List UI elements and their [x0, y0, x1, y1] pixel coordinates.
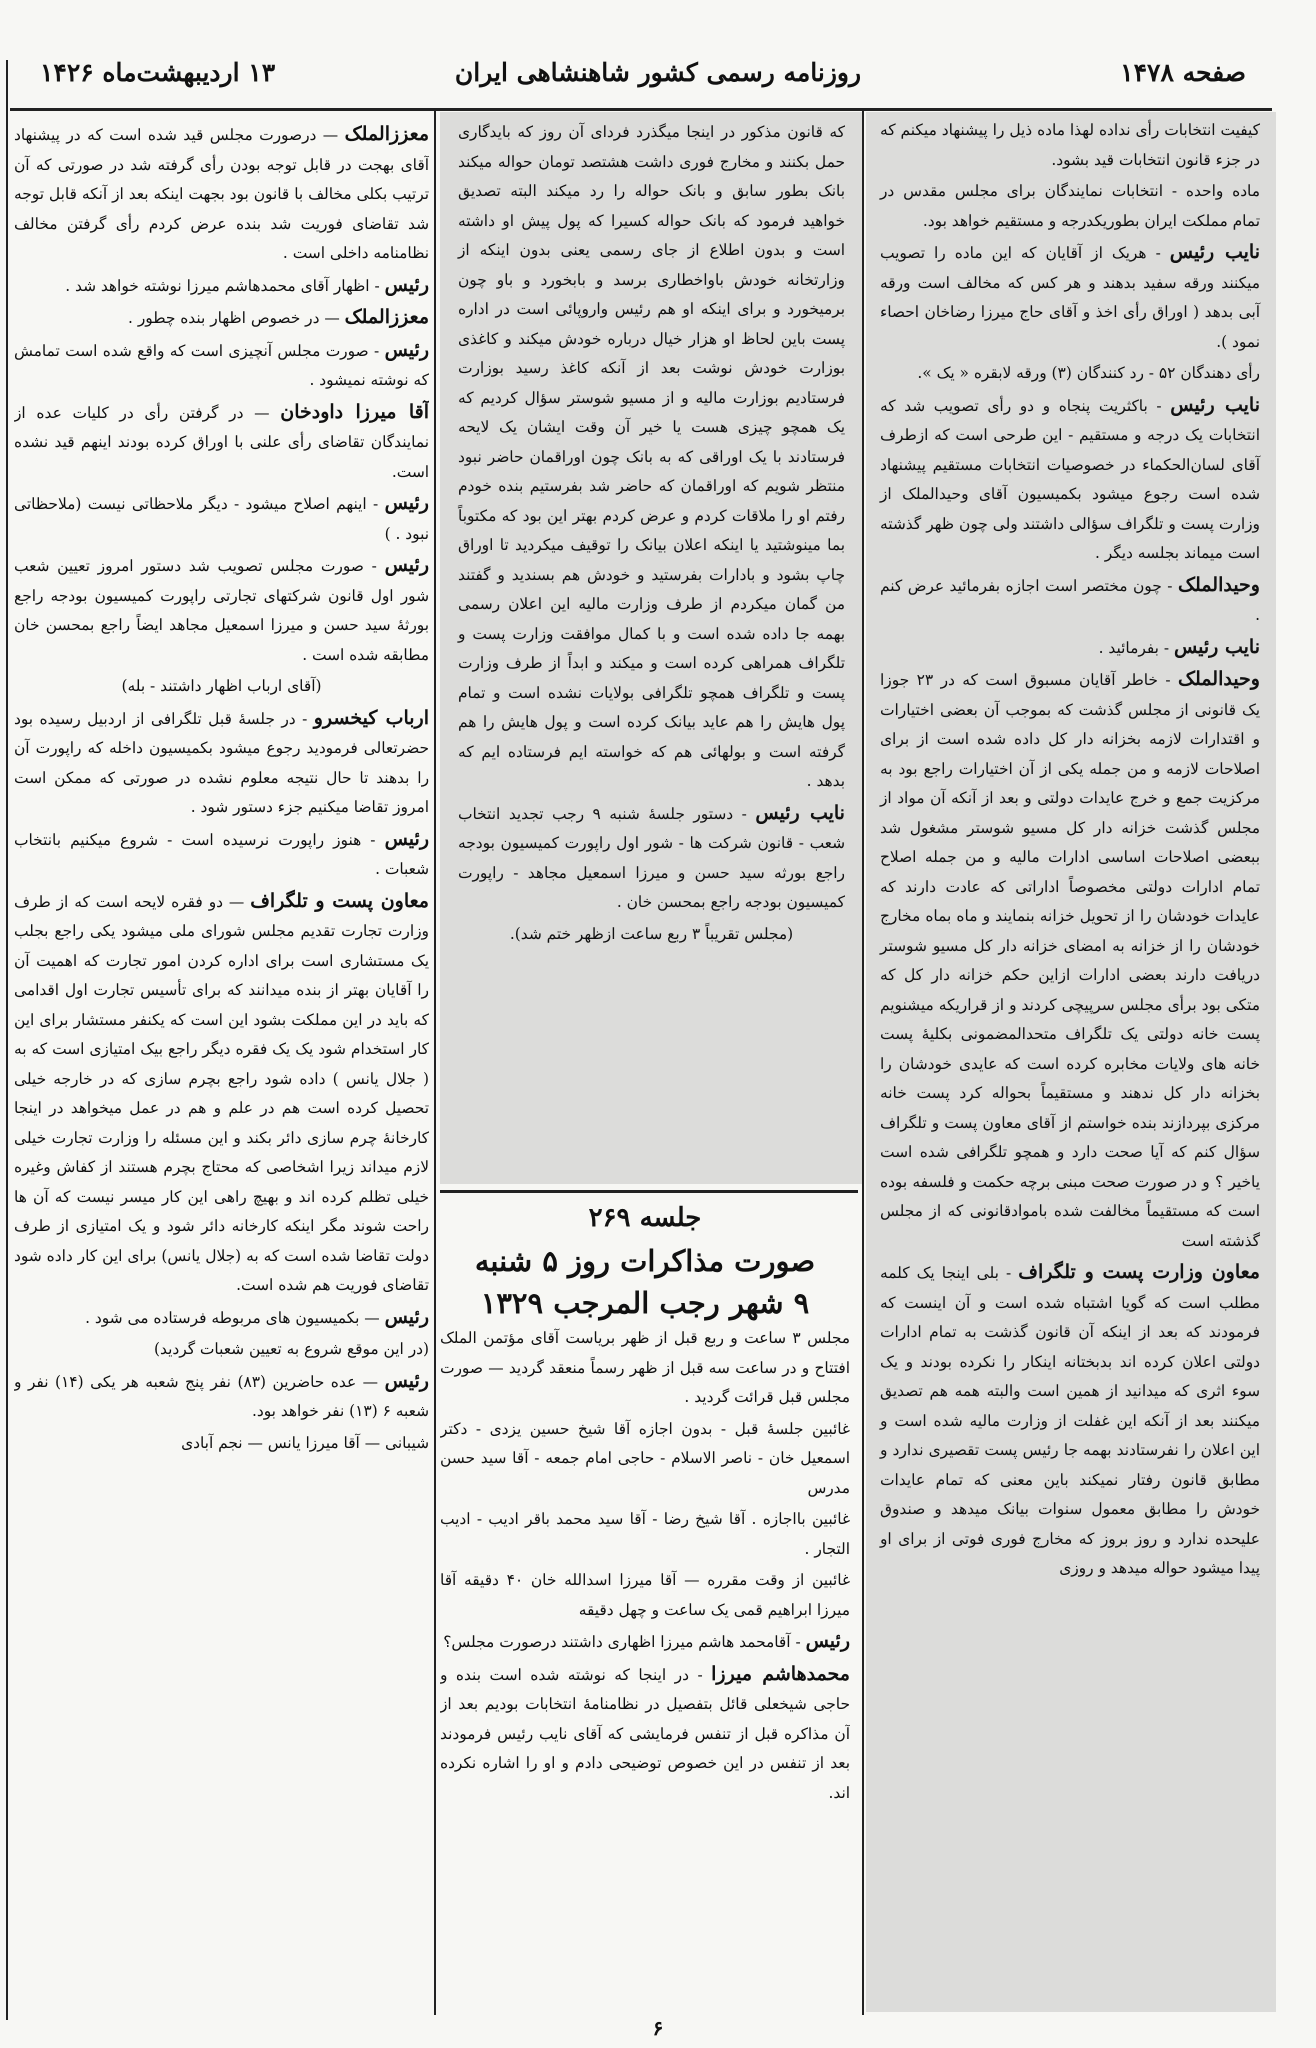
- header-rule: [10, 108, 1272, 111]
- session-date: ۹ شهر رجب المرجب ۱۳۲۹: [480, 1286, 810, 1320]
- paragraph: رأی دهندگان ۵۲ - رد کنندگان (۳) ورقه لابقره « یک ».: [917, 364, 1260, 382]
- paragraph: [440, 1627, 850, 1658]
- speech-text: - آقامحمد هاشم میرزا اظهاری داشتند درصورت مجلس؟: [443, 1633, 801, 1651]
- column-divider-left: [434, 110, 436, 2015]
- speech-text: — در خصوص اظهار بنده چطور .: [128, 309, 340, 327]
- paragraph: [880, 238, 1260, 357]
- paragraph: غائبین جلسهٔ قبل - بدون اجازه آقا شیخ حسین یزدی - دکتر اسمعیل خان - ناصر الاسلام - حاجی امام جمعه - آقا سید حسن مدرس: [440, 1419, 850, 1497]
- speaker-name: رئیس: [384, 1369, 429, 1392]
- speech-text: - دستور جلسهٔ شنبه ۹ رجب تجدید انتخاب شعب - قانون شرکت ها - شور اول راپورت کمیسیون بودجه راجع بورثه سید حسن و میرزا اسمعیل مجاهد - راپورت کمیسیون بودجه راجع بمحسن خان .: [458, 804, 845, 911]
- paragraph: [880, 571, 1260, 631]
- page-number: ۶: [652, 2016, 664, 2040]
- paragraph: [14, 825, 429, 885]
- speaker-name: معاون پست و تلگراف: [250, 889, 429, 912]
- header-date: ۱۳ اردیبهشت‌ماه ۱۴۲۶: [40, 58, 276, 87]
- header-page-number: صفحه ۱۴۷۸: [1120, 58, 1246, 87]
- speech-text: - هریک از آقایان که این ماده را تصویب میکنند ورقه سفید بدهند و هر کس که مخالف است ورقه آبی بدهد ( اوراق رأی اخذ و آقای حاج میرزا رضاخان احصاء نمود ).: [880, 244, 1260, 351]
- speech-text: — در گرفتن رأی در کلیات عده از نمایندگان تقاضای رأی علنی با اوراق کرده بودند اینهم قید نشده است.: [14, 403, 429, 481]
- paragraph: [880, 633, 1260, 664]
- speaker-name: رئیس: [384, 273, 429, 296]
- paragraph: [14, 1303, 429, 1334]
- speaker-name: معززالملک: [344, 306, 429, 328]
- speech-text: - در اینجا که نوشته شده است بنده و حاجی شیخعلی قائل بتفصیل در نظامنامهٔ انتخابات بودیم بعد از آن مذاکره قبل از تنفس فرمایشی که آقای نایب رئیس فرمودند بعد از تنفس در این خصوص توضیحی دادم و او را اشاره نکرده اند.: [440, 1665, 850, 1802]
- column-divider-right: [862, 110, 864, 2015]
- page-edge-left: [6, 60, 8, 2020]
- speaker-name: آقا میرزا داودخان: [280, 400, 429, 423]
- column-right: [872, 116, 1268, 2014]
- speech-text: - در جلسهٔ قبل تلگرافی از اردبیل رسیده بود حضرتعالی فرمودید رجوع میشود بکمیسیون داخله که راپورت آن را بدهند تا حال نتیجه معلوم نشده در صورتی که ممکن است امروز تقاضا میکنیم جزء دستور شود .: [14, 709, 429, 816]
- speaker-name: رئیس: [384, 554, 429, 576]
- paragraph: [880, 665, 1260, 1256]
- paragraph: شیبانی — آقا میرزا یانس — نجم آبادی: [181, 1433, 429, 1452]
- column-middle-bottom: [440, 1196, 850, 2006]
- speaker-name: محمدهاشم میرزا: [711, 1662, 850, 1685]
- speaker-name: رئیس: [384, 492, 429, 514]
- speech-text: - صورت مجلس تصویب شد دستور امروز تعیین شعب شور اول قانون شرکتهای تجارتی راپورت کمیسیون بودجه راجع بورثهٔ سید حسن و میرزا اسمعیل مجاهد ایضاً راجع بمحسن خان مطابقه شده است .: [14, 557, 429, 664]
- speaker-name: ارباب کیخسرو: [313, 706, 429, 729]
- paragraph: [14, 398, 429, 488]
- paragraph: [14, 271, 429, 302]
- speech-text: — درصورت مجلس قید شده است که در پیشنهاد آقای بهجت در قابل توجه بودن رأی گرفته شد در صورتی که آن ترتیب بکلی مخالف با قانون بود بجهت اینکه بعد از آنکه قابل توجه شد تقاضای فوریت شد بنده عرض کردم رأی گرفتن مخالف نظامنامه داخلی است .: [14, 126, 429, 262]
- paragraph: [14, 303, 429, 334]
- session-title: صورت مذاکرات روز ۵ شنبه: [474, 1244, 816, 1278]
- paragraph: [14, 1367, 429, 1427]
- paragraph: [880, 1258, 1260, 1584]
- paragraph: که قانون مذکور در اینجا میگذرد فردای آن روز که بایدگاری حمل بکنند و مخارج فوری داشت هشتصد تومان حواله میکند بانک بطور سابق و بانک حواله را رد میکند البته تصدیق خواهید فرمود که بانک حواله کسیرا که پول پیش او داشته است و بدون اطلاع از جای رسمی یعنی بدون اینکه از وزارتخانه خودش باواخطاری برسد و بابخورد و باو چون برمیخورد و برای اینکه او هم رئیس واروپائی است در اداره پست باین لحاظ او هزار خیال درباره خودش میکند و کاغذی بوزارت خودش نوشت بعد از آنکه کاغذ رسید بوزارت فرستادیم بوزارت مالیه و از مسیو شوستر سؤال کردیم که یک همچو چیزی هست یا خیر آن وقت ایشان یک لایحه فرستادند با یک اوراقی که به بانک چون اوراقمان حاضر نبود منتظر شویم که اوراقمان که حاضر شد بفرستیم بنده خودم رفتم او را ملاقات کردم و عرض کردم بهتر این بود که مکتوباً بما مینوشتید یا اینکه اعلان بیانک را توقیف میکردید تا اوراق چاپ بشود و بادارات بفرستید و خودش هم بسندید و گفتند من گمان میکردم از طرف وزارت مالیه این اعلان رسمی بهمه جا داده شده است و با کمال موافقت وزارت پست و تلگراف همراهی کرده است و میکند و ابداً از طرف وزارت پست و تلگراف همچو تلگرافی بولایات نشده است و تمام پول هایش را هم عاید بیانک کرده است و پول هایش را هم گرفته است و بولهائی هم که خواسته ایم فرستاده ایم که بدهد .: [458, 123, 845, 790]
- paragraph: [880, 391, 1260, 569]
- speaker-name: رئیس: [805, 1630, 850, 1652]
- paragraph: (در این موقع شروع به تعیین شعبات گردید): [154, 1340, 429, 1358]
- session-number: جلسه ۲۶۹: [588, 1203, 702, 1233]
- paragraph: [14, 551, 429, 670]
- speaker-name: نایب رئیس: [1169, 241, 1260, 263]
- speech-text: - اظهار آقای محمدهاشم میرزا نوشته خواهد شد .: [65, 276, 380, 295]
- column-middle-top: [450, 118, 855, 1188]
- session-closing-note: (مجلس تقریباً ۳ ربع ساعت ازظهر ختم شد).: [509, 924, 794, 943]
- paragraph: [14, 704, 429, 823]
- speech-text: — عده حاضرین (۸۳) نفر پنج شعبه هر یکی (۱۴) نفر و شعبه ۶ (۱۳) نفر خواهد بود.: [14, 1372, 429, 1420]
- column-left: [14, 120, 429, 2020]
- speech-text: - خاطر آقایان مسبوق است که در ۲۳ جوزا یک قانونی از مجلس گذشت که بموجب آن بعضی اختیارات و اقتدارات لازمه بخزانه دار کل داده شده است از برای اصلاحات لازمه و من جمله یکی از آن اختیارات راجع بود به مرکزیت جمع و خرج عایدات دولتی و بعد از آنکه آن مواد از مجلس گذشت خزانه دار کل مسیو شوستر مشغول شد ببعضی اصلاحات اساسی ادارات مالیه و من جمله اصلاح تمام ادارات دولتی مخصوصاً اداراتی که عادت دارند که عایدات خودشان را از تحویل خزانه بنمایند و ماه بماه مخارج خودشان را از خزانه به امضای خزانه دار کل مسیو شوستر دریافت دارند بعضی ادارات ازاین حکم خزانه دار کل که متکی بود برأی مجلس سرپیچی کردند و از قراریکه میشنویم پست خانه دولتی یک تلگراف متحدالمضمونی بکلیهٔ پست خانه های ولایات مخابره کرده است که عایدی خودشان را بخزانه دار کل ندهند و مستقیماً بحواله کرد پست خانه مرکزی بپردازند بنده خواستم از آقای معاون پست و تلگراف سؤال کنم که آیا صحت دارد و همچو تلگرافی شده است یاخیر ؟ و در صورت صحت مبنی برچه حکمت و فلسفه بوده است که مستقیماً مخالفت شده باموادقانونی که از مجلس گذشته است: [880, 671, 1260, 1250]
- paragraph: ماده واحده - انتخابات نمایندگان برای مجلس مقدس در تمام مملکت ایران بطوریکدرجه و مستقیم خواهد بود.: [880, 182, 1260, 230]
- speaker-name: رئیس: [384, 1305, 429, 1328]
- speaker-name: وحیدالملک: [1178, 573, 1260, 596]
- paragraph: [440, 1660, 850, 1809]
- section-rule: [440, 1190, 858, 1193]
- speech-text: - چون مختصر است اجازه بفرمائید عرض کنم .: [880, 576, 1260, 624]
- speaker-name: نایب رئیس: [1173, 635, 1260, 658]
- speaker-name: رئیس: [384, 338, 429, 361]
- speech-text: — بکمیسیون های مربوطه فرستاده می شود .: [85, 1308, 380, 1327]
- paragraph: [14, 489, 429, 549]
- speech-text: - باکثریت پنجاه و دو رأی تصویب شد که انتخابات یک درجه و مستقیم - این طرحی است که ازطرف آقای لسان‌الحکماء در خصوصیات انتخابات مستقیم پیشنهاد شده است رجوع میشود بکمیسیون آقای وحیدالملک از وزارت پست و تلگراف سؤالی داشتند ولی چون ظهر گذشته است میماند بجلسه دیگر .: [880, 396, 1260, 562]
- paragraph: کیفیت انتخابات رأی نداده لهذا ماده ذیل را پیشنهاد میکنم که در جزء قانون انتخابات قید بشود.: [880, 121, 1260, 169]
- paragraph: [14, 887, 429, 1301]
- speech-text: - صورت مجلس آنچیزی است که واقع شده است تمامش که نوشته نمیشود .: [14, 341, 429, 389]
- speech-text: - بفرمائید .: [1098, 638, 1170, 657]
- speech-text: - بلی اینجا یک کلمه مطلب است که گویا اشتباه شده است و آن اینست که فرمودند که بعد از اینکه آن قانون گذشت به تمام ادارات دولتی اعلان کرده اند بدبختانه اینکار را نکرده بودند و یک سوء اثری که میدانید از همین است والبته همه هم تصدیق میکنند بعد از آنکه این غفلت از وزارت مالیه شده است و این اعلان را نفرستادند بهمه جا رئیس پست تقصیری ندارد و مطابق قانون رفتار نمیکند باین معنی که تمام عایدات خودش را مطابق معمول سنوات بیانک میدهد و صندوق علیحده ندارد و روز بروز که مخارج فوری فوتی از برای او پیدا میشود حواله میدهد و روزی: [880, 1264, 1260, 1577]
- header-title: روزنامه رسمی کشور شاهنشاهی ایران: [454, 58, 862, 87]
- speaker-name: نایب رئیس: [755, 801, 845, 824]
- paragraph: غائبین بااجازه . آقا شیخ رضا - آقا سید محمد باقر ادیب - ادیب التجار .: [440, 1510, 850, 1558]
- speaker-name: نایب رئیس: [1170, 393, 1260, 416]
- paragraph: [14, 120, 429, 269]
- speaker-name: معاون وزارت پست و تلگراف: [1018, 1261, 1260, 1283]
- speaker-name: وحیدالملک: [1178, 668, 1260, 690]
- paragraph: [458, 799, 845, 918]
- paragraph: مجلس ۳ ساعت و ربع قبل از ظهر بریاست آقای مؤتمن الملک افتتاح و در ساعت سه قبل از ظهر رسماً منعقد گردید — صورت مجلس قبل قرائت گردید .: [440, 1329, 850, 1406]
- speaker-name: رئیس: [384, 827, 429, 850]
- paragraph: غائبین از وقت مقرره — آقا میرزا اسدالله خان ۴۰ دقیقه آقا میرزا ابراهیم قمی یک ساعت و چهل دقیقه: [440, 1571, 850, 1619]
- speaker-name: معززالملک: [344, 123, 429, 145]
- speech-text: — دو فقره لایحه است که از طرف وزارت تجارت تقدیم مجلس شورای ملی میشود یکی راجع بجلب یک مستشاری است برای اداره کردن امور تجارت که اهمیت آن را آقایان بهتر از بنده میدانند که برای تأسیس تجارت اول اقدامی که باید در این مملکت بشود این است که یکنفر مستشار برای این کار استخدام شود یک یک فقره دیگر راجع بیک امتیازی است که به ( جلال یانس ) داده شود راجع بچرم سازی که در خارجه خیلی تحصیل کرده است هم در علم و هم در عمل میخواهد در اینجا کارخانهٔ چرم سازی دائر بکند و این مسئله را وزارت تجارت خیلی لازم میداند زیرا اشخاصی که محتاج بچرم هستند از کفاش وغیره خیلی تظلم کرده اند و بهیچ راهی این کار میسر نیست که آن ها راحت شوند مگر اینکه کارخانه دائر شود و یک امتیازی از طرف دولت تقاضا شده است که به (جلال یانس) برای این کار داده شود تقاضای فوریت هم شده است.: [14, 892, 429, 1294]
- speech-text: - هنوز راپورت نرسیده است - شروع میکنیم بانتخاب شعبات .: [14, 830, 429, 878]
- speech-text: - اینهم اصلاح میشود - دیگر ملاحظاتی نیست (ملاحظاتی نبود . ): [14, 495, 429, 543]
- paragraph: [14, 336, 429, 396]
- paragraph: (آقای ارباب اظهار داشتند - بله): [121, 677, 322, 695]
